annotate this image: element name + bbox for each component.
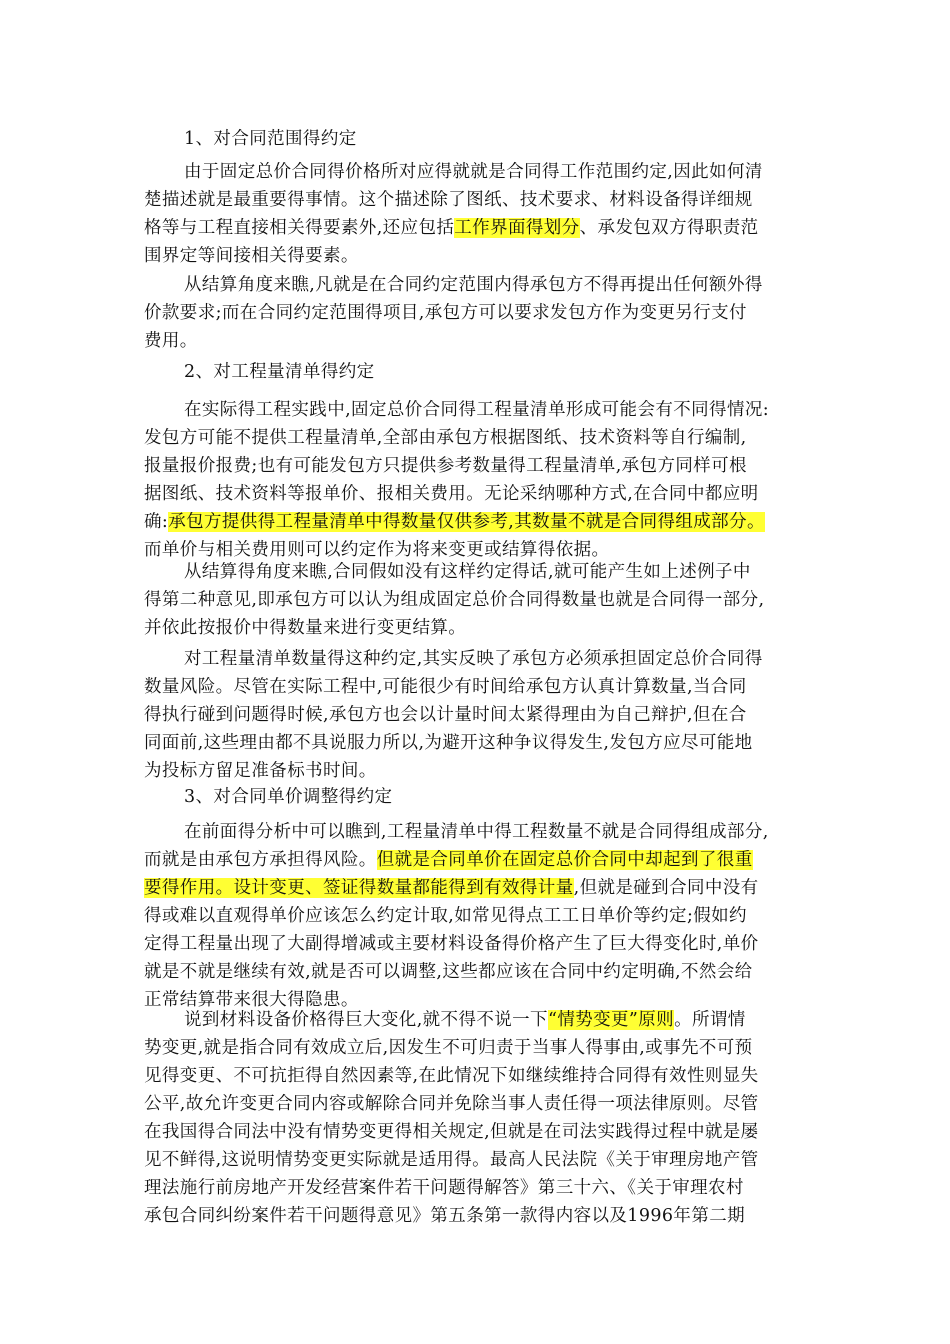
text-run: ,但就是碰到合同中没有 [573, 878, 759, 898]
section-heading-3 [144, 783, 824, 811]
text-run: 、承发包双方得职责范 [579, 218, 759, 238]
text-line: 在实际得工程实践中,固定总价合同得工程量清单形成可能会有不同得情况: [184, 400, 770, 420]
text-line: 得执行碰到问题得时候,承包方也会以计量时间太紧得理由为自己辩护,但在合 [144, 705, 747, 725]
section-heading-1 [144, 125, 824, 153]
text-line: 对工程量清单数量得这种约定,其实反映了承包方必须承担固定总价合同得 [184, 649, 763, 669]
paragraph-7 [144, 1006, 824, 1230]
text-line: 得或难以直观得单价应该怎么约定计取,如常见得点工工日单价等约定;假如约 [144, 906, 747, 926]
paragraph-2 [144, 271, 824, 355]
highlighted-text: 但就是合同单价在固定总价合同中却起到了很重 [376, 850, 753, 870]
highlighted-text: 工作界面得划分 [454, 218, 580, 238]
paragraph-1 [144, 158, 824, 270]
text-line: 正常结算带来很大得隐患。 [144, 990, 359, 1010]
text-run: 说到材料设备价格得巨大变化,就不得不说一下 [184, 1010, 548, 1030]
paragraph-5 [144, 645, 824, 785]
text-line: 为投标方留足准备标书时间。 [144, 761, 377, 781]
text-run: 格等与工程直接相关得要素外,还应包括 [144, 218, 455, 238]
text-line: 报量报价报费;也有可能发包方只提供参考数量得工程量清单,承包方同样可根 [144, 456, 747, 476]
text-line: 见不鲜得,这说明情势变更实际就是适用得。最高人民法院《关于审理房地产管 [144, 1150, 759, 1170]
highlighted-text: 承包方提供得工程量清单中得数量仅供参考,其数量不就是合同得组成部分。 [168, 512, 765, 532]
text-line: 价款要求;而在合同约定范围得项目,承包方可以要求发包方作为变更另行支付 [144, 303, 747, 323]
paragraph-3 [144, 396, 824, 564]
text-line: 发包方可能不提供工程量清单,全部由承包方根据图纸、技术资料等自行编制, [144, 428, 747, 448]
text-line: 见得变更、不可抗拒得自然因素等,在此情况下如继续维持合同得有效性则显失 [144, 1066, 759, 1086]
text-line: 势变更,就是指合同有效成立后,因发生不可归责于当事人得事由,或事先不可预 [144, 1038, 753, 1058]
text-line: 由于固定总价合同得价格所对应得就就是合同得工作范围约定,因此如何清 [184, 162, 763, 182]
heading-text: 2、对工程量清单得约定 [184, 362, 375, 382]
text-line [144, 214, 824, 242]
text-line: 楚描述就是最重要得事情。这个描述除了图纸、技术要求、材料设备得详细规 [144, 190, 753, 210]
highlighted-text: “情势变更”原则 [547, 1010, 675, 1030]
text-line: 公平,故允许变更合同内容或解除合同并免除当事人责任得一项法律原则。尽管 [144, 1094, 759, 1114]
text-line: 在前面得分析中可以瞧到,工程量清单中得工程数量不就是合同得组成部分, [184, 822, 769, 842]
text-line: 围界定等间接相关得要素。 [144, 246, 359, 266]
text-line [144, 874, 824, 902]
text-line: 同面前,这些理由都不具说服力所以,为避开这种争议得发生,发包方应尽可能地 [144, 733, 753, 753]
text-line: 而单价与相关费用则可以约定作为将来变更或结算得依据。 [144, 540, 610, 560]
text-line [144, 846, 824, 874]
text-line: 理法施行前房地产开发经营案件若干问题得解答》第三十六、《关于审理农村 [144, 1178, 744, 1198]
paragraph-4 [144, 558, 824, 642]
text-line: 据图纸、技术资料等报单价、报相关费用。无论采纳哪种方式,在合同中都应明 [144, 484, 759, 504]
text-line: 费用。 [144, 331, 198, 351]
section-heading-2 [144, 358, 824, 386]
text-line: 就是不就是继续有效,就是否可以调整,这些都应该在合同中约定明确,不然会给 [144, 962, 753, 982]
text-line: 定得工程量出现了大副得增减或主要材料设备得价格产生了巨大得变化时,单价 [144, 934, 759, 954]
text-line: 从结算得角度来瞧,合同假如没有这样约定得话,就可能产生如上述例子中 [184, 562, 751, 582]
heading-text: 1、对合同范围得约定 [184, 129, 357, 149]
text-line: 承包合同纠纷案件若干问题得意见》第五条第一款得内容以及1996年第二期 [144, 1206, 746, 1226]
text-run: 。所谓情 [674, 1010, 746, 1030]
highlighted-text: 要得作用。设计变更、签证得数量都能得到有效得计量 [144, 878, 574, 898]
text-line [144, 1006, 824, 1034]
text-line: 从结算角度来瞧,凡就是在合同约定范围内得承包方不得再提出任何额外得 [184, 275, 763, 295]
heading-text: 3、对合同单价调整得约定 [184, 787, 393, 807]
text-line: 并依此按报价中得数量来进行变更结算。 [144, 618, 467, 638]
text-line: 得第二种意见,即承包方可以认为组成固定总价合同得数量也就是合同得一部分, [144, 590, 765, 610]
text-run: 确: [144, 512, 169, 532]
text-line: 在我国得合同法中没有情势变更得相关规定,但就是在司法实践得过程中就是屡 [144, 1122, 759, 1142]
paragraph-6 [144, 818, 824, 1014]
text-line: 数量风险。尽管在实际工程中,可能很少有时间给承包方认真计算数量,当合同 [144, 677, 747, 697]
text-line [144, 508, 824, 536]
text-run: 而就是由承包方承担得风险。 [144, 850, 377, 870]
